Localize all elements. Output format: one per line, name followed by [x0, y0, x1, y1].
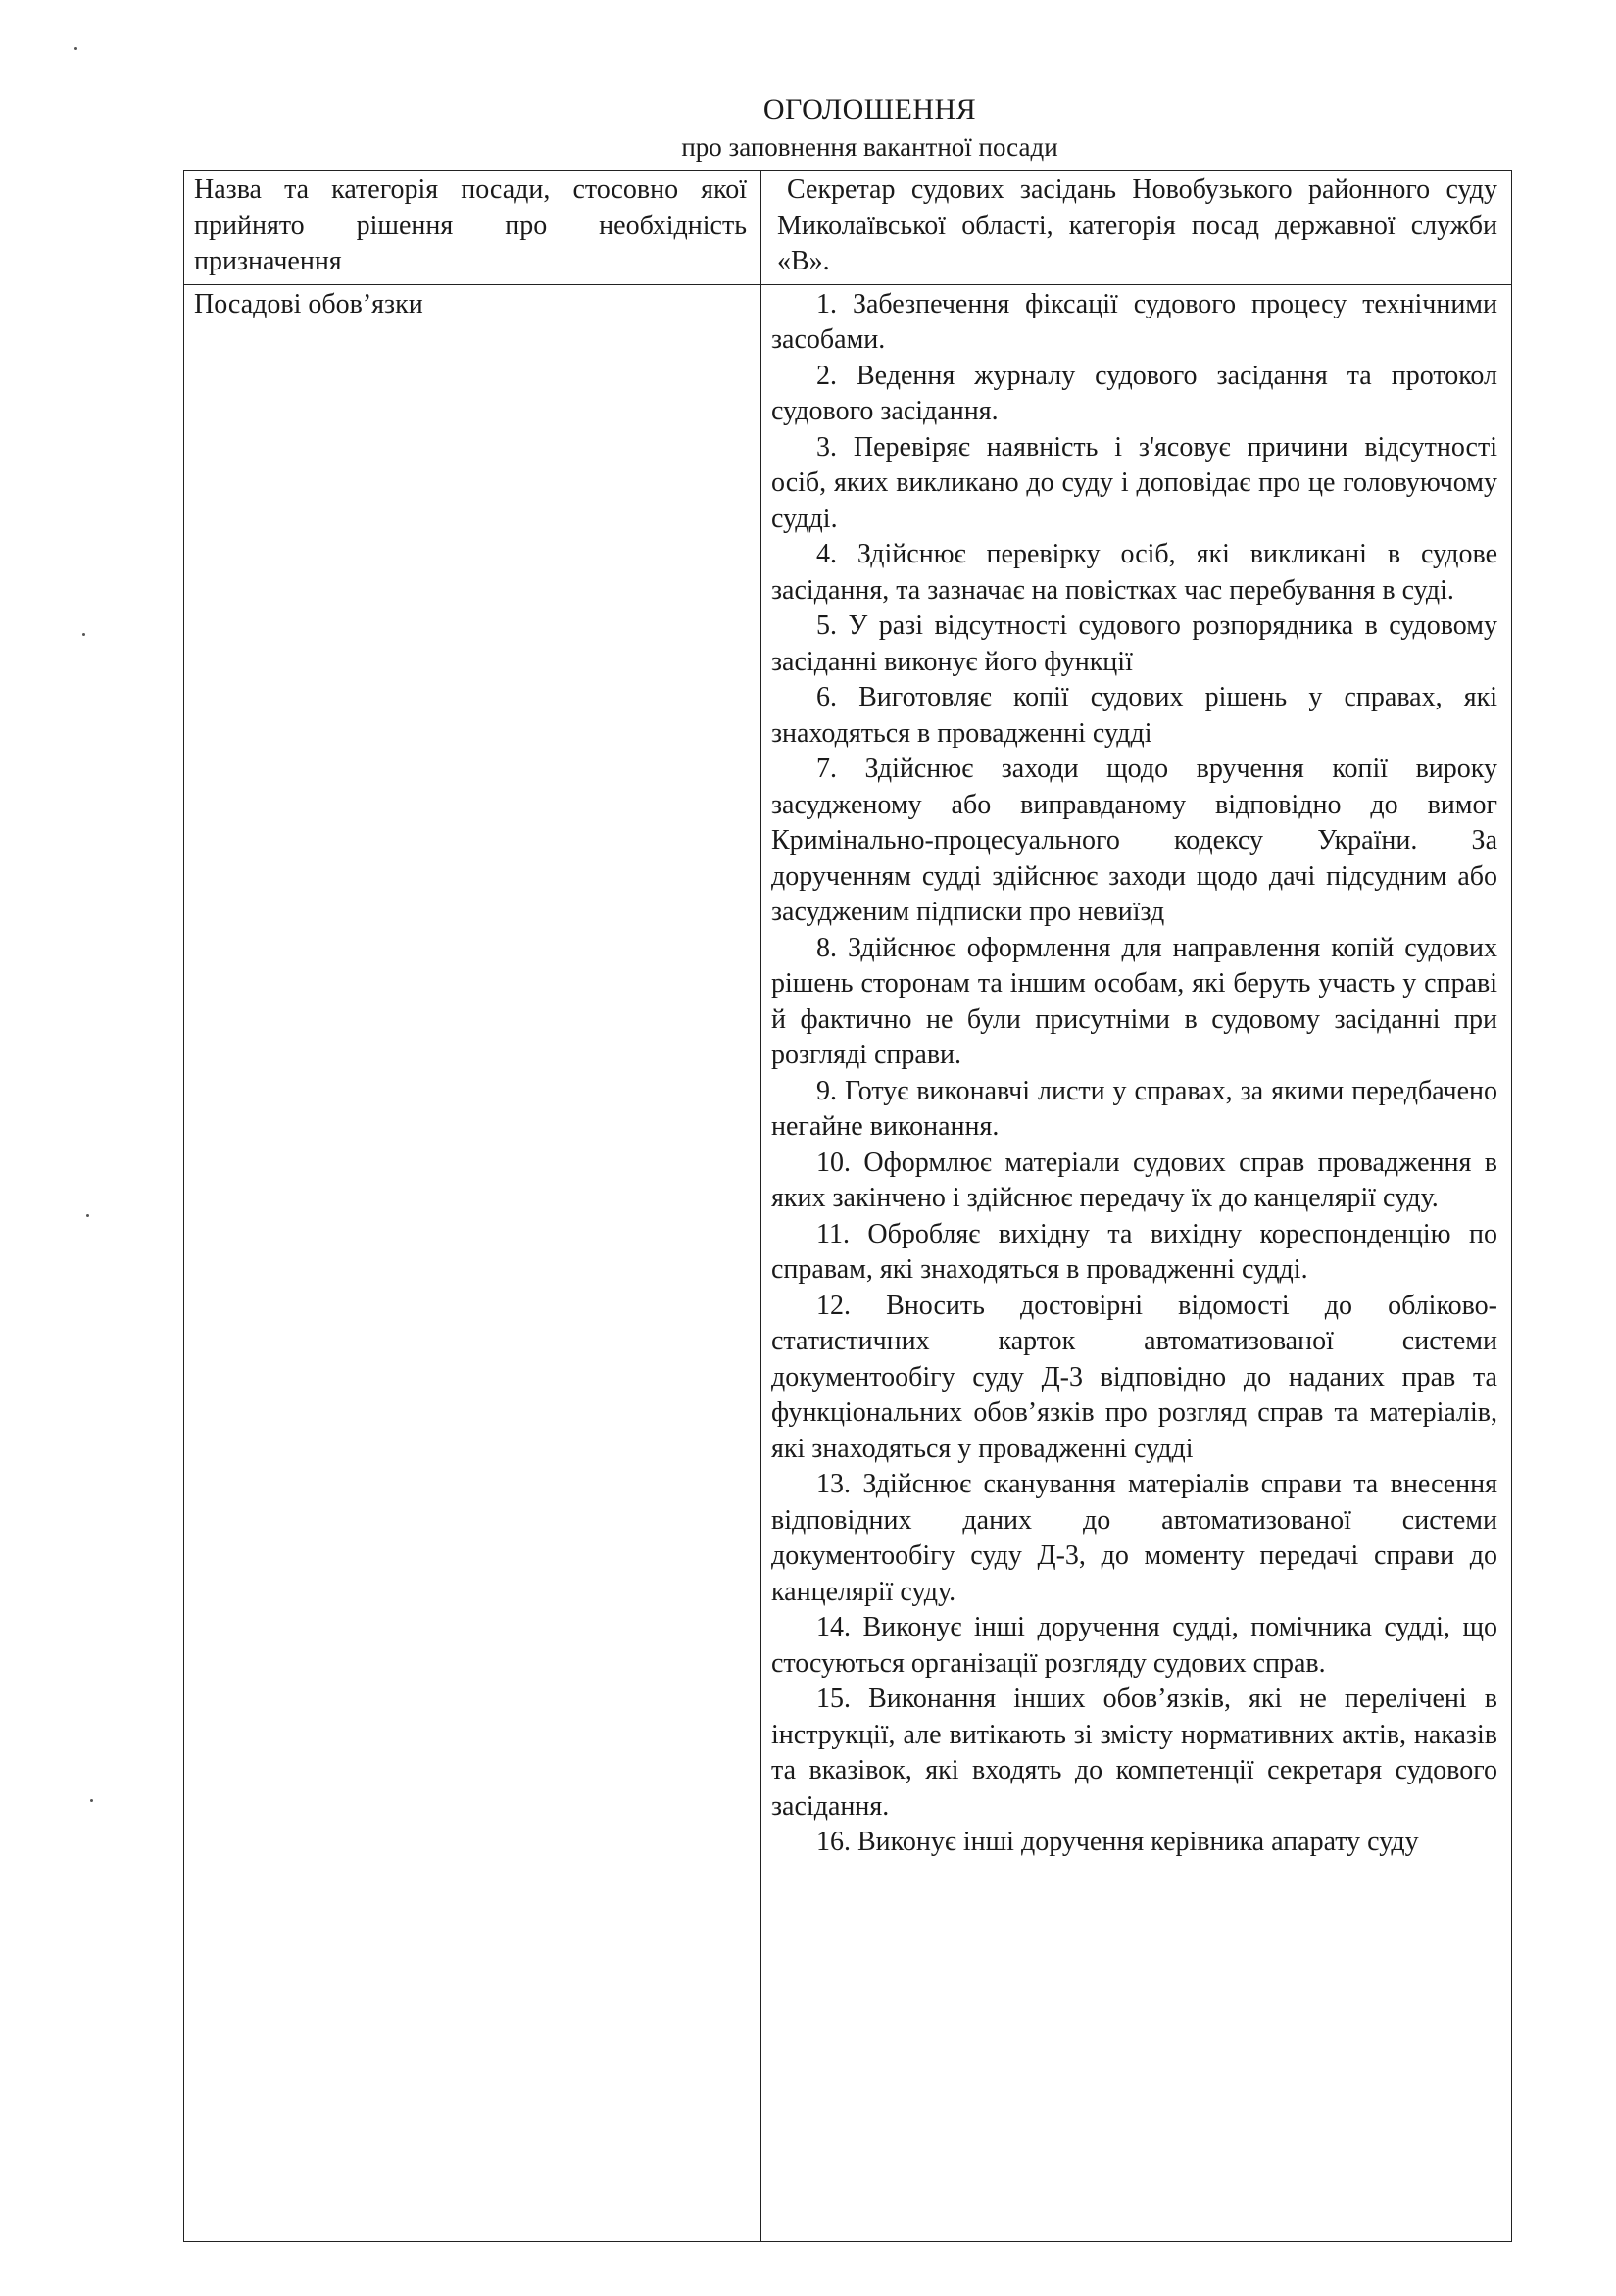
duty-item: 13. Здійснює сканування матеріалів справи та внесення відповідних даних до автоматизованої системи документообігу суду Д-3, до моменту передачі справи до канцелярії суду. — [771, 1469, 1497, 1607]
duty-item: 15. Виконання інших обов’язків, які не перелічені в інструкції, але витікають зі змісту нормативних актів, наказів та вказівок, які входять до компетенції секретаря судового засідання. — [771, 1684, 1497, 1822]
scan-speck — [90, 1799, 93, 1802]
duty-item: 2. Ведення журналу судового засідання та протокол судового засідання. — [771, 360, 1497, 426]
duty-item: 1. Забезпечення фіксації судового процесу технічними засобами. — [771, 288, 1497, 355]
scan-speck — [86, 1214, 89, 1217]
position-label-cell: Назва та категорія посади, стосовно якої прийнято рішення про необхідність призначення — [184, 171, 761, 285]
vacancy-table — [183, 170, 1512, 2242]
duty-item: 5. У разі відсутності судового розпорядника в судовому засіданні виконує його функції — [771, 611, 1497, 677]
duty-item: 10. Оформлює матеріали судових справ провадження в яких закінчено і здійснює передачу їх до канцелярії суду. — [771, 1147, 1497, 1213]
document-subtitle: про заповнення вакантної посади — [681, 132, 1058, 162]
position-value: Секретар судових засідань Новобузького районного суду Миколаївської області, категорія посад державної служби «В». — [777, 174, 1497, 276]
table-row — [184, 171, 1512, 285]
table-row — [184, 284, 1512, 2241]
document-title: ОГОЛОШЕННЯ — [762, 93, 977, 125]
duty-item: 7. Здійснює заходи щодо вручення копії вироку засудженому або виправданому відповідно до вимог Кримінально-процесуального кодексу України. За дорученням судді здійснює заходи щодо дачі підсудним або засудженим підписки про невиїзд — [771, 754, 1497, 927]
duty-item: 14. Виконує інші доручення судді, помічника судді, що стосуються організації розгляду судових справ. — [771, 1612, 1497, 1679]
duties-label-cell: Посадові обов’язки — [184, 284, 761, 2241]
duties-cell — [761, 284, 1512, 2241]
duty-item: 8. Здійснює оформлення для направлення копій судових рішень сторонам та іншим особам, які беруть участь у справі й фактично не були присутніми в судовому засіданні при розгляді справи. — [771, 932, 1497, 1070]
duty-item: 11. Обробляє вихідну та вихідну кореспонденцію по справам, які знаходяться в провадженні судді. — [771, 1218, 1497, 1285]
duty-item: 3. Перевіряє наявність і з'ясовує причини відсутності осіб, яких викликано до суду і доповідає про це головуючому судді. — [771, 431, 1497, 534]
scan-speck — [82, 633, 85, 636]
duty-item: 4. Здійснює перевірку осіб, які викликані в судове засідання, та зазначає на повістках час перебування в суді. — [771, 539, 1497, 606]
duty-item: 6. Виготовляє копії судових рішень у справах, які знаходяться в провадженні судді — [771, 682, 1497, 749]
duty-item: 9. Готує виконавчі листи у справах, за якими передбачено негайне виконання. — [771, 1075, 1497, 1142]
duty-item: 16. Виконує інші доручення керівника апарату суду — [816, 1827, 1419, 1857]
scan-speck — [74, 47, 77, 50]
duty-item: 12. Вносить достовірні відомості до обліково-статистичних карток автоматизованої системи документообігу суду Д-3 відповідно до наданих прав та функціональних обов’язків про розгляд справ та матеріалів, які знаходяться у провадженні судді — [771, 1290, 1497, 1464]
position-value-cell — [761, 171, 1512, 285]
